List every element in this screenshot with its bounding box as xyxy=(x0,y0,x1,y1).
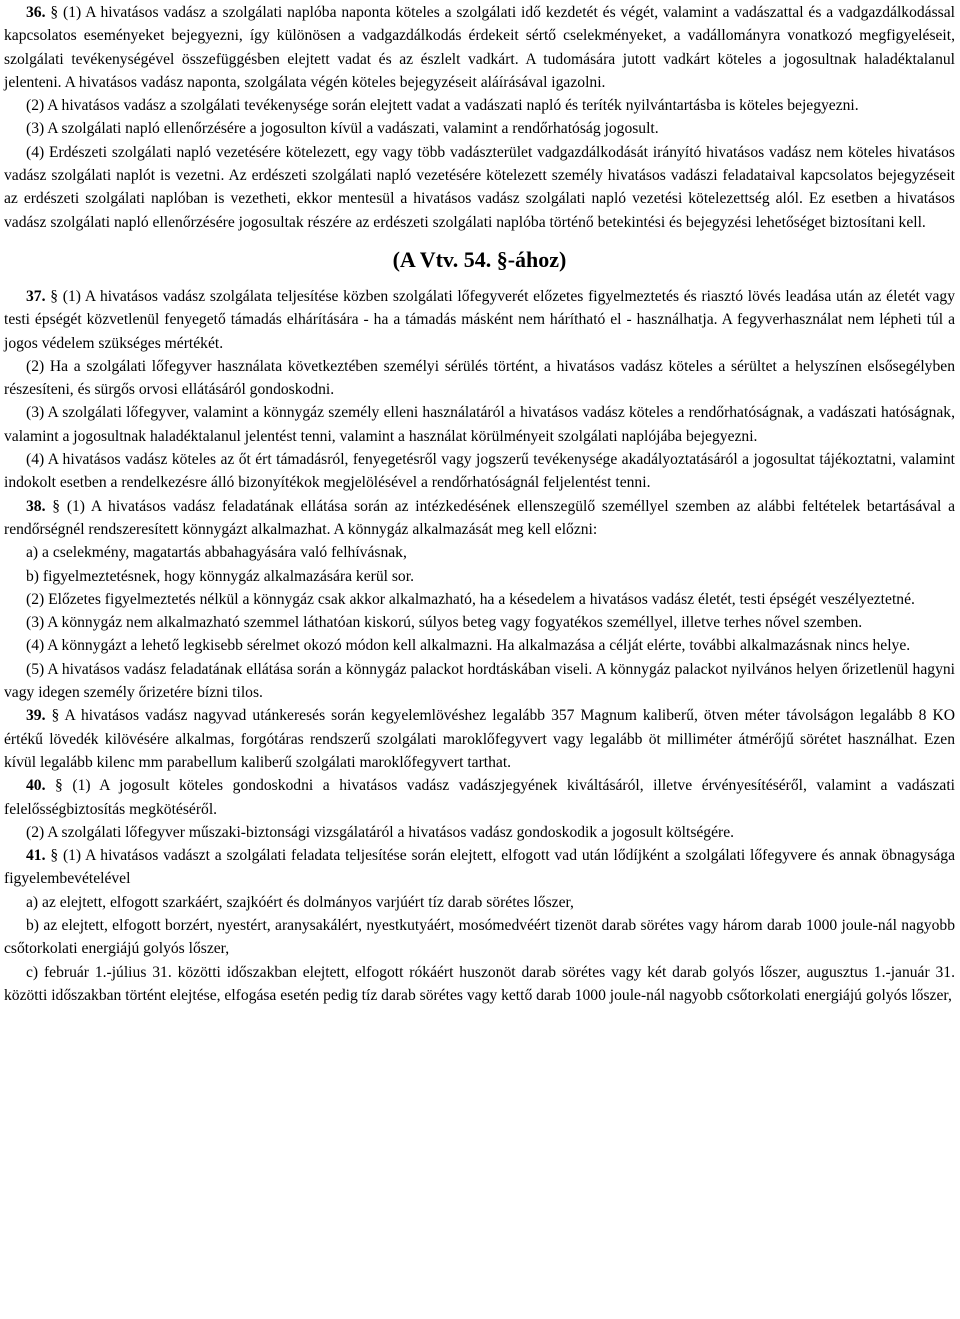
paragraph-text: § (1) A jogosult köteles gondoskodni a hivatásos vadász vadászjegyének kiváltásáról, illetve érvényesítéséről, valamint a vadászati felelősségbiztosítás megkötéséről. xyxy=(4,777,956,818)
paragraph-text: § (1) A hivatásos vadász a szolgálati naplóba naponta köteles a szolgálati idő kezdetét és végét, valamint a vadászattal és a vadgazdálkodással kapcsolatos eseményeket bejegyezni, így különösen a vadgazdálkodás érdekeit sértő cselekményeket, a vadállományra vonatkozó megfigyeléseit, szolgálati tevékenységével összefüggésben elejtett vadat és az észlelt vadkárt. A tudomására jutott vadkárt köteles a jogosultnak haladéktalanul jelenteni. A hivatásos vadász naponta, szolgálata végén köteles bejegyzéseit aláírásával igazolni. xyxy=(4,4,955,91)
paragraph xyxy=(4,774,955,821)
paragraph: (2) A hivatásos vadász a szolgálati tevékenysége során elejtett vadat a vadászati napló és teríték nyilvántartásba is köteles bejegyezni. xyxy=(26,97,859,115)
paragraph xyxy=(4,285,955,355)
list-item: a) a cselekmény, magatartás abbahagyására való felhívásnak, xyxy=(26,544,407,562)
paragraph: (4) Erdészeti szolgálati napló vezetésére kötelezett, egy vagy több vadászterület vadgazdálkodását irányító hivatásos vadász nem köteles hivatásos vadász szolgálati naplót is vezetni. Az erdészeti szolgálati napló vezetésére kötelezett személy hivatásos vadászi feladataival kapcsolatos bejegyzéseit az erdészeti szolgálati naplóban is vezetheti, ekkor mentesül a hivatásos vadász szolgálati napló vezetési kötelezettség alól. Ez esetben a hivatásos vadász szolgálati napló ellenőrzésére jogosultak részére az erdészeti szolgálati naplóba történő betekintési és bejegyzési lehetőséget biztosítani kell. xyxy=(4,143,955,231)
list-item: c) február 1.-július 31. közötti időszakban elejtett, elfogott rókáért huszonöt darab sörétes vagy két darab golyós lőszer, augusztus 1.-január 31. közötti időszakban történt elejtése, elfogása esetén pedig tíz darab sörétes vagy kettő darab 1000 joule-nál nagyobb csőtorkolati energiájú golyós lőszer, xyxy=(4,963,955,1004)
section-38 xyxy=(4,495,955,705)
paragraph xyxy=(4,704,955,774)
paragraph: (5) A hivatásos vadász feladatának ellátása során a könnygáz palackot hordtáskában viseli. A könnygáz palackot nyilvános helyen őrizetlenül hagyni vagy idegen személy őrizetére bízni tilos. xyxy=(4,660,955,702)
list-item: b) az elejtett, elfogott borzért, nyestért, aranysakálért, nyestkutyáért, mosómedvéért tizenöt darab sörétes vagy három darab 1000 joule-nál nagyobb csőtorkolati energiájú golyós lőszer, xyxy=(4,916,955,958)
section-39 xyxy=(4,704,955,774)
section-heading: (A Vtv. 54. §-ához) xyxy=(392,246,567,272)
section-number: 36. xyxy=(26,4,46,21)
section-40 xyxy=(4,774,955,844)
section-number: 40. xyxy=(26,777,46,795)
paragraph: (2) Ha a szolgálati lőfegyver használata következtében személyi sérülés történt, a hivatásos vadász köteles a sérültet a helyszínen elsősegélyben részesíteni, és sürgős orvosi ellátásáról gondoskodni. xyxy=(4,357,955,399)
section-36 xyxy=(4,1,955,234)
paragraph xyxy=(4,844,955,891)
paragraph xyxy=(4,495,955,542)
paragraph-text: § (1) A hivatásos vadász szolgálata teljesítése közben szolgálati lőfegyverét előzetes figyelmeztetés és riasztó lövés leadása után az életét vagy testi épségét közvetlenül fenyegető támadás elhárítására - ha a támadás másként nem hárítható el - használhatja. A fegyverhasználat nem lépheti túl a jogos védelem szükséges mértékét. xyxy=(4,287,955,352)
paragraph: (3) A könnygáz nem alkalmazható szemmel láthatóan kiskorú, súlyos beteg vagy fogyatékos személlyel, illetve terhes nővel szemben. xyxy=(26,614,863,632)
section-41 xyxy=(4,844,955,1007)
paragraph-text: § (1) A hivatásos vadász feladatának ellátása során az intézkedésének ellenszegülő személlyel szemben az alábbi feltételek betartásával a rendőrségnél rendszeresített könnygázt alkalmazhat. A könnygáz alkalmazását meg kell előzni: xyxy=(4,497,955,538)
section-number: 37. xyxy=(26,287,46,305)
paragraph: (3) A szolgálati lőfegyver, valamint a könnygáz személy elleni használatáról a hivatásos vadász köteles a rendőrhatóságnak, a vadászati hatóságnak, valamint a jogosultnak haladéktalanul jelentést tenni, valamint a használat körülményeit szolgálati naplójába bejegyezni. xyxy=(4,404,955,445)
paragraph: (4) A könnygázt a lehető legkisebb sérelmet okozó módon kell alkalmazni. Ha alkalmazása a célját elérte, további alkalmazásnak nincs helye. xyxy=(26,637,911,655)
section-37 xyxy=(4,285,955,495)
paragraph-text: § (1) A hivatásos vadászt a szolgálati feladata teljesítése során elejtett, elfogott vad után lődíjként a szolgálati lőfegyvere és annak öbnagysága figyelembevételével xyxy=(4,847,956,888)
section-number: 39. xyxy=(26,707,46,725)
section-number: 38. xyxy=(26,497,46,515)
paragraph: (4) A hivatásos vadász köteles az őt ért támadásról, fenyegetésről vagy jogszerű tevékenysége akadályoztatásáról a jogosultat tájékoztatni, valamint indokolt esetben a rendelkezésre álló bizonyítékok megjelölésével a rendőrhatóságnál feljelentést tenni. xyxy=(4,451,955,492)
paragraph: (3) A szolgálati napló ellenőrzésére a jogosulton kívül a vadászati, valamint a rendőrhatóság jogosult. xyxy=(26,120,659,138)
paragraph-text: § A hivatásos vadász nagyvad utánkeresés során kegyelemlövéshez legalább 357 Magnum kaliberű, ötven méter távolságon legalább 8 KO értékű lövedék kilövésére alkalmas, forgótáras rendszerű szolgálati maroklőfegyvert vagy legalább öt milliméter átmérőjű sörétet használhat. Ezen kívül legalább kilenc mm parabellum kaliberű szolgálati maroklőfegyvert tarthat. xyxy=(4,707,955,771)
list-item: b) figyelmeztetésnek, hogy könnygáz alkalmazására kerül sor. xyxy=(26,567,414,585)
section-number: 41. xyxy=(26,847,46,865)
paragraph: (2) Előzetes figyelmeztetés nélkül a könnygáz csak akkor alkalmazható, ha a késedelem a hivatásos vadász életét, testi épségét veszélyeztetné. xyxy=(26,590,915,608)
paragraph xyxy=(4,1,955,94)
list-item: a) az elejtett, elfogott szarkáért, szajkóért és dolmányos varjúért tíz darab sörétes lőszer, xyxy=(26,893,574,911)
paragraph: (2) A szolgálati lőfegyver műszaki-biztonsági vizsgálatáról a hivatásos vadász gondoskodik a jogosult költségére. xyxy=(26,823,735,841)
